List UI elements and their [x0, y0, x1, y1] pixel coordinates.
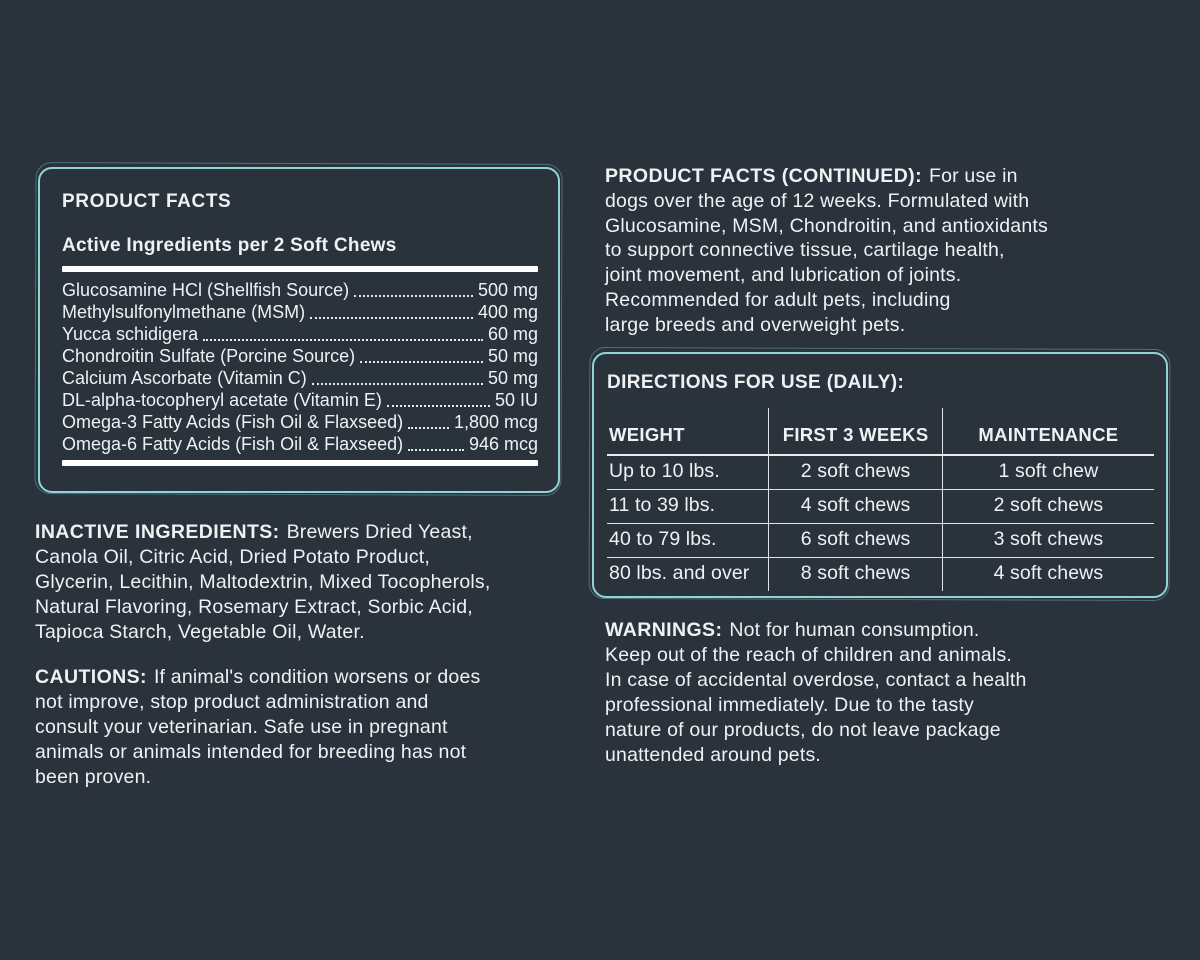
directions-box [592, 352, 1168, 598]
product-facts-title: PRODUCT FACTS [62, 191, 232, 212]
dosing-row [607, 557, 1154, 591]
dosing-header-row [607, 408, 1154, 455]
ingredient-row [62, 301, 538, 323]
ingredient-row [62, 367, 538, 389]
product-facts-continued-label: PRODUCT FACTS (CONTINUED): [605, 165, 922, 187]
ingredient-amount: 60 mg [487, 324, 538, 344]
inactive-ingredients-paragraph [35, 520, 597, 645]
dot-leader [360, 361, 483, 363]
bottom-rule-divider [62, 460, 538, 466]
ingredient-name: Chondroitin Sulfate (Porcine Source) [62, 346, 356, 366]
ingredient-row [62, 389, 538, 411]
ingredient-amount: 1,800 mcg [453, 412, 538, 432]
cautions-label: CAUTIONS: [35, 666, 147, 688]
ingredient-amount: 400 mg [477, 302, 538, 322]
dot-leader [354, 295, 473, 297]
ingredient-name: Yucca schidigera [62, 324, 199, 344]
ingredient-amount: 50 IU [494, 390, 538, 410]
ingredient-name: Calcium Ascorbate (Vitamin C) [62, 368, 307, 388]
directions-column-header: WEIGHT [607, 408, 769, 455]
ingredient-name: Glucosamine HCl (Shellfish Source) [62, 280, 350, 300]
dosing-cell: 2 soft chews [942, 489, 1154, 523]
active-ingredients-subtitle: Active Ingredients per 2 Soft Chews [62, 235, 397, 256]
dosing-cell: 4 soft chews [769, 489, 942, 523]
inactive-ingredients-text: Brewers Dried Yeast, Canola Oil, Citric Acid, Dried Potato Product, Glycerin, Lecithin, Maltodextrin, Mixed Tocopherols, Natural Flavoring, Rosemary Extract, Sorbic Acid, Tapioca Starch, Vegetable Oil, Water. [35, 521, 491, 643]
dosing-table [607, 408, 1154, 591]
ingredient-name: Omega-6 Fatty Acids (Fish Oil & Flaxseed) [62, 434, 404, 454]
dosing-row [607, 489, 1154, 523]
dot-leader [310, 317, 473, 319]
product-facts-continued-paragraph [605, 164, 1175, 338]
product-facts-continued-text: For use in dogs over the age of 12 weeks. Formulated with Glucosamine, MSM, Chondroitin, and antioxidants to support connective tissue, cartilage health, joint movement, and lubrication of joints. Recommended for adult pets, including large breeds and overweight pets. [605, 165, 1048, 336]
ingredient-amount: 50 mg [487, 346, 538, 366]
dosing-row [607, 455, 1154, 489]
ingredient-name: DL-alpha-tocopheryl acetate (Vitamin E) [62, 390, 382, 410]
product-facts-box [38, 167, 560, 493]
ingredient-name: Omega-3 Fatty Acids (Fish Oil & Flaxseed) [62, 412, 404, 432]
dosing-cell: 2 soft chews [769, 455, 942, 489]
dot-leader [387, 405, 490, 407]
dot-leader [312, 383, 483, 385]
dosing-cell: 11 to 39 lbs. [607, 489, 769, 523]
ingredient-row [62, 411, 538, 433]
dosing-cell: 3 soft chews [942, 523, 1154, 557]
dosing-cell: 8 soft chews [769, 557, 942, 591]
dosing-row [607, 523, 1154, 557]
ingredient-row [62, 279, 538, 301]
dosing-table-header [607, 408, 1154, 455]
ingredient-row [62, 323, 538, 345]
dosing-cell: 80 lbs. and over [609, 561, 750, 584]
ingredient-name: Methylsulfonylmethane (MSM) [62, 302, 306, 322]
dosing-table-body [607, 455, 1154, 591]
warnings-label: WARNINGS: [605, 619, 723, 641]
ingredient-amount: 946 mcg [468, 434, 538, 454]
cautions-text: If animal's condition worsens or does not improve, stop product administration and consult your veterinarian. Safe use in pregnant animals or animals intended for breeding has not been proven. [35, 666, 481, 788]
dot-leader [408, 449, 464, 451]
warnings-paragraph [605, 618, 1175, 768]
dosing-cell: Up to 10 lbs. [607, 455, 769, 489]
warnings-text: Not for human consumption. Keep out of the reach of children and animals. In case of accidental overdose, contact a health professional immediately. Due to the tasty nature of our products, do not leave package unattended around pets. [605, 619, 1027, 766]
active-ingredients-list [62, 279, 538, 455]
directions-title: DIRECTIONS FOR USE (DAILY): [607, 372, 905, 393]
cautions-paragraph [35, 665, 597, 790]
inactive-ingredients-label: INACTIVE INGREDIENTS: [35, 521, 280, 543]
directions-column-header: MAINTENANCE [942, 408, 1154, 455]
dot-leader [408, 427, 449, 429]
top-rule-divider [62, 266, 538, 272]
ingredient-row [62, 433, 538, 455]
ingredient-amount: 50 mg [487, 368, 538, 388]
dot-leader [203, 339, 483, 341]
dosing-cell: 6 soft chews [769, 523, 942, 557]
dosing-cell: 4 soft chews [942, 557, 1154, 591]
dosing-cell: 1 soft chew [942, 455, 1154, 489]
directions-column-header: FIRST 3 WEEKS [769, 408, 942, 455]
ingredient-amount: 500 mg [477, 280, 538, 300]
dosing-cell: 40 to 79 lbs. [607, 523, 769, 557]
ingredient-row [62, 345, 538, 367]
